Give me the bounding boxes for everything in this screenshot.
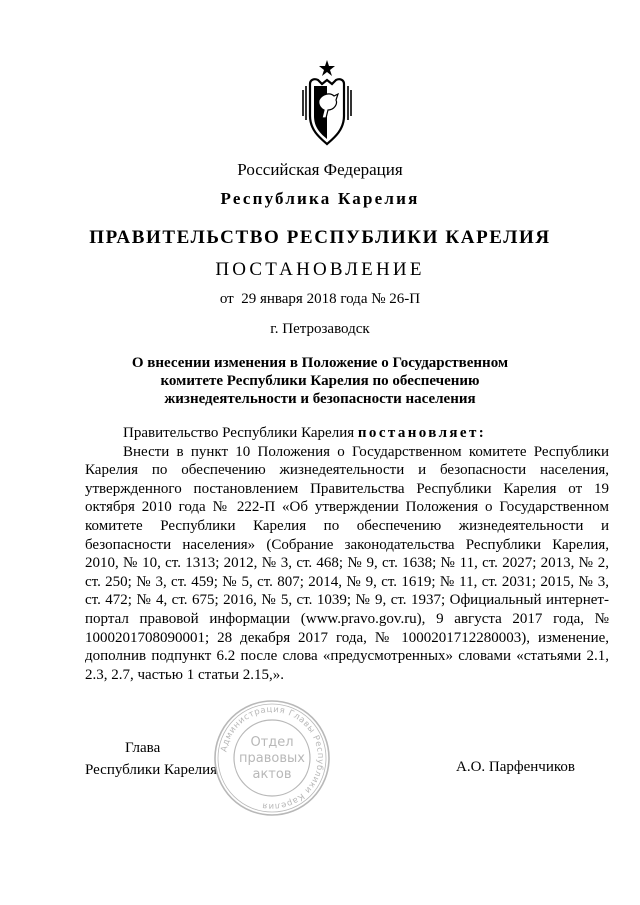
signature-title-line: Республики Карелия (85, 762, 218, 778)
government-title: ПРАВИТЕЛЬСТВО РЕСПУБЛИКИ КАРЕЛИЯ (89, 227, 551, 248)
resolution-text: Внести в пункт 10 Положения о Государственном комитете Республики Карелия по обеспечению жизнедеятельности и безопасности населения, утвержденного постановлением Правительства Республики Карелия от 19 октября 2010 года № 222-П «Об утверждении Положения о Государственном комитете Республики Карелия по обеспечению жизнедеятельности и безопасности населения» (Собрание законодательства Республики Карелия, 2010, № 10, ст. 1313; 2012, № 3, ст. 468; № 9, ст. 1638; № 11, ст. 2027; 2013, № 2, ст. 250; № 3, ст. 459; № 5, ст. 807; 2014, № 9, ст. 1619; № 11, ст. 2031; 2015, № 3, ст. 472; № 4, ст. 675; 2016, № 5, ст. 1039; № 9, ст. 1937; Официальный интернет-портал правовой информации (www.pravo.gov.ru), 9 августа 2017 года, № 1000201708090001; 28 декабря 2017 года, № 1000201712280003), изменение, дополнив подпункт 6.2 после слова «предусмотренных» словами «статьями 2.1, 2.3, 2.7, частью 1 статьи 2.15,». (85, 443, 609, 683)
document-subject (0, 354, 640, 408)
subject-line: О внесении изменения в Положение о Государственном (131, 355, 509, 371)
official-stamp-icon (212, 698, 332, 818)
republic-name: Республика Карелия (220, 189, 420, 208)
intro-prefix: Правительство Республики Карелия (123, 425, 358, 441)
stamp-ring-text: Администрация Главы Республики Карелия (219, 704, 326, 812)
subject-line: жизнедеятельности и безопасности населения (164, 391, 476, 407)
document-type: ПОСТАНОВЛЕНИЕ (215, 259, 425, 280)
resolution-intro (85, 424, 609, 443)
signatory-name: А.О. Парфенчиков (456, 759, 575, 775)
document-city: г. Петрозаводск (270, 321, 370, 337)
coat-of-arms-icon (300, 58, 354, 148)
stamp-text: правовых (239, 751, 305, 766)
signature-title (85, 737, 217, 781)
stamp-text: актов (252, 767, 292, 782)
document-body (85, 424, 609, 684)
country-name: Российская Федерация (237, 160, 403, 179)
document-date: от 29 января 2018 года № 26-П (219, 291, 421, 307)
subject-line: комитете Республики Карелия по обеспечению (160, 373, 480, 389)
resolves-word: постановляет: (357, 425, 487, 441)
stamp-text: Отдел (250, 735, 294, 750)
signature-title-line: Глава (125, 740, 161, 756)
